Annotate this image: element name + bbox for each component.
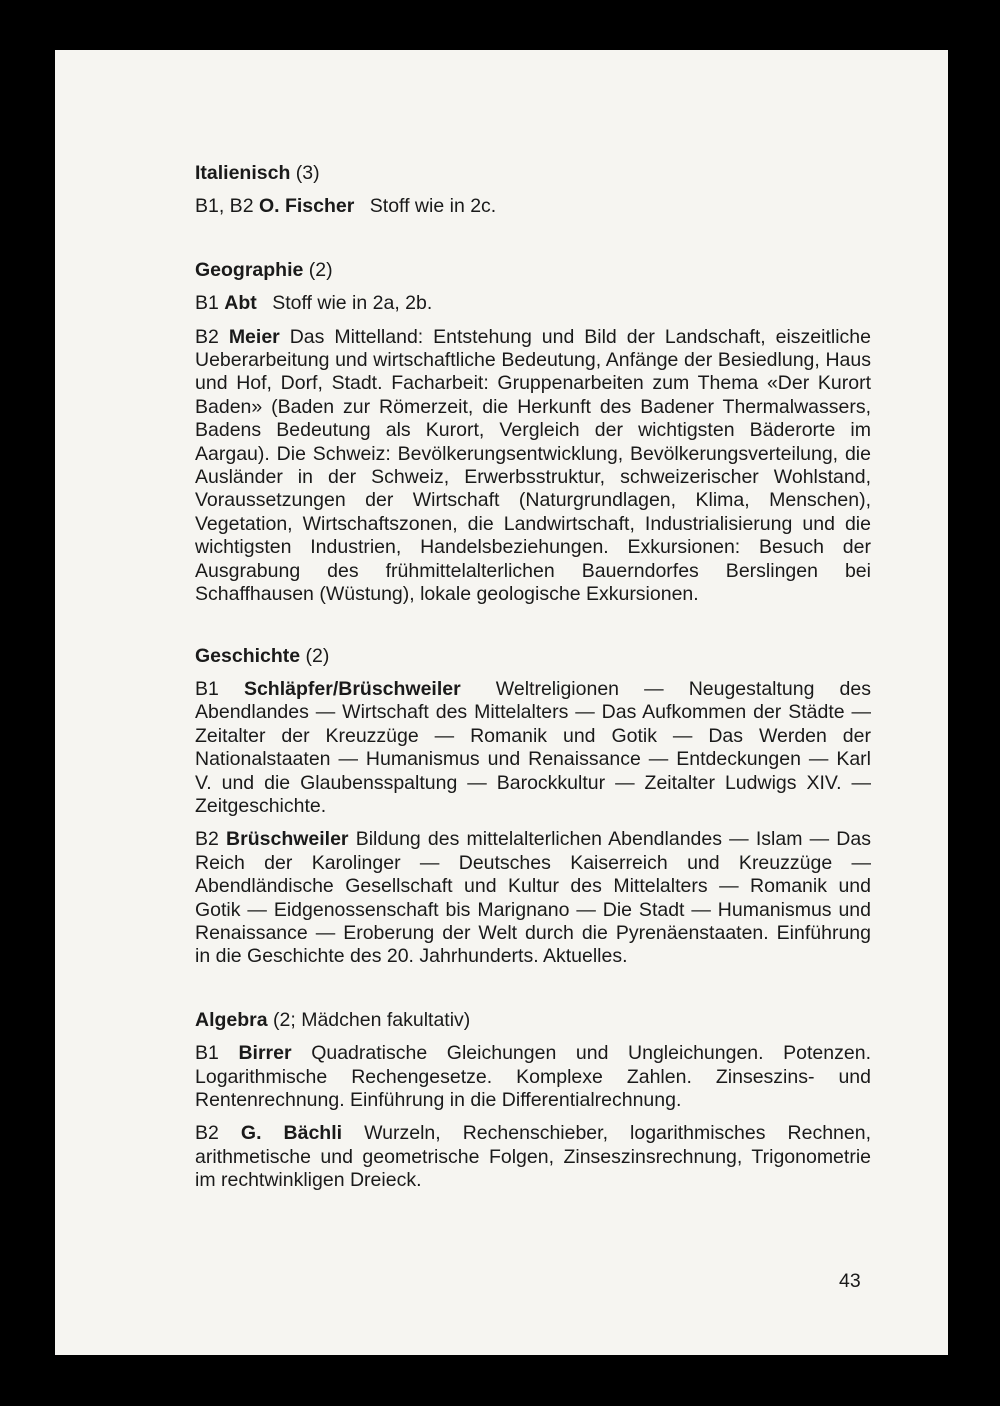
class-label: B1 [195, 1042, 219, 1065]
section-heading [195, 645, 871, 668]
subject-note: (2; Mädchen fakultativ) [267, 1008, 471, 1031]
section-italienisch [195, 162, 871, 219]
subject-note: (3) [290, 162, 320, 184]
subject-note: (2) [300, 644, 330, 667]
teacher-name: Birrer [238, 1042, 292, 1065]
class-label: B2 [195, 828, 219, 851]
course-description: Bildung des mittelalterlichen Abendlandes — Islam — Das Reich der Karolinger — Deutsches Kaiserreich und Kreuzzüge — Abendländische Gesellschaft und Kultur des Mittelalters — Romanik und Gotik — Eidgenossenschaft bis Marignano — Die Stadt — Humanismus und Renaissance — Eroberung der Welt durch die Pyrenäenstaaten. Einführung in die Geschichte des 20. Jahrhunderts. Aktuelles. [195, 828, 871, 968]
course-description: Weltreligionen — Neugestaltung des Abendlandes — Wirtschaft des Mittelalters — Das Aufkommen der Städte — Zeitalter der Kreuzzüge — Romanik und Gotik — Das Werden der Nationalstaaten — Humanismus und Renaissance — Entdeckungen — Karl V. und die Glaubensspaltung — Barockkultur — Zeitalter Ludwigs XIV. — Zeitgeschichte. [195, 677, 871, 817]
class-label: B2 [195, 1122, 219, 1145]
teacher-name: Meier [228, 325, 280, 348]
section-geschichte [195, 645, 871, 969]
subject-title: Italienisch [195, 162, 291, 184]
course-description: Stoff wie in 2a, 2b. [272, 292, 433, 315]
course-paragraph [195, 326, 871, 607]
subject-note: (2) [303, 258, 333, 281]
class-label: B1 [195, 292, 219, 315]
page-number: 43 [839, 1270, 861, 1292]
course-description: Quadratische Gleichungen und Ungleichungen. Potenzen. Logarithmische Rechengesetze. Komplexe Zahlen. Zinseszins- und Rentenrechnung. Einführung in die Differentialrechnung. [195, 1042, 871, 1111]
class-label: B1, B2 [195, 195, 254, 218]
course-paragraph [195, 678, 871, 818]
course-paragraph [195, 1122, 871, 1192]
section-heading [195, 1009, 871, 1032]
teacher-name: Brüschweiler [226, 828, 349, 851]
section-algebra [195, 1009, 871, 1193]
class-label: B2 [195, 325, 219, 348]
course-description: Stoff wie in 2c. [369, 195, 497, 218]
teacher-name: G. Bächli [240, 1122, 343, 1145]
course-description: Das Mittelland: Entstehung und Bild der Landschaft, eiszeitliche Ueberarbeitung und wirtschaftliche Bedeutung, Anfänge der Besiedlung, Haus und Hof, Dorf, Stadt. Facharbeit: Gruppenarbeiten zum Thema «Der Kurort Baden» (Baden zur Römerzeit, die Herkunft des Badener Thermalwassers, Badens Bedeutung als Kurort, Vergleich der wichtigsten Bäderorte im Aargau). Die Schweiz: Bevölkerungsentwicklung, Bevölkerungsverteilung, die Ausländer in der Schweiz, Erwerbsstruktur, schweizerischer Wohlstand, Voraussetzungen der Wirtschaft (Naturgrundlagen, Klima, Menschen), Vegetation, Wirtschaftszonen, die Landwirtschaft, Industrialisierung und die wichtigsten Industrien, Handelsbeziehungen. Exkursionen: Besuch der Ausgrabung des frühmittelalterlichen Bauerndorfes Berslingen bei Schaffhausen (Wüstung), lokale geologische Exkursionen. [195, 325, 871, 606]
course-paragraph [195, 828, 871, 968]
page-content [195, 162, 871, 1193]
teacher-name: Schläpfer/Brüschweiler [243, 677, 461, 700]
course-paragraph [195, 1042, 871, 1112]
document-page [55, 50, 948, 1355]
section-geographie [195, 259, 871, 607]
course-paragraph [195, 292, 871, 315]
course-paragraph [195, 195, 871, 218]
subject-title: Geschichte [195, 644, 301, 667]
section-heading [195, 162, 871, 185]
teacher-name: O. Fischer [258, 195, 355, 218]
class-label: B1 [195, 677, 219, 700]
teacher-name: Abt [224, 292, 257, 315]
course-description: Wurzeln, Rechenschieber, logarithmisches Rechnen, arithmetische und geometrische Folgen, Zinseszinsrechnung, Trigonometrie im rechtwinkligen Dreieck. [195, 1122, 872, 1192]
section-heading [195, 259, 871, 282]
subject-title: Geographie [195, 258, 304, 281]
subject-title: Algebra [195, 1008, 268, 1031]
